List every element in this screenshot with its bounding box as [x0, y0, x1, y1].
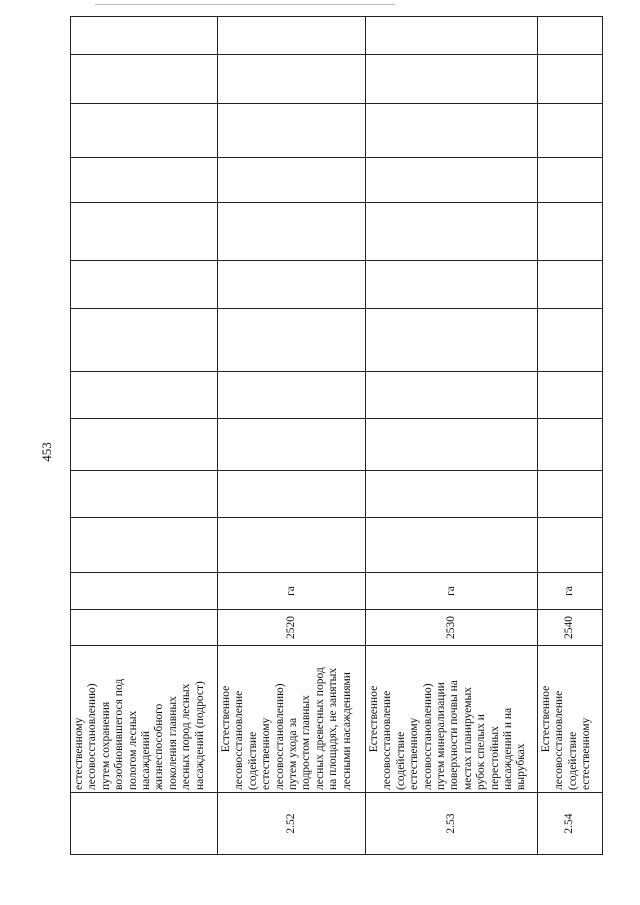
row-code-cell	[71, 793, 218, 855]
table-row	[71, 17, 218, 855]
name-line: лесовосстановление	[381, 690, 394, 790]
name-line: естественному	[580, 717, 593, 790]
name-line: (содействие	[246, 731, 259, 790]
name-line: лесными насаждениями	[340, 672, 353, 790]
empty-value-cell	[538, 419, 603, 471]
name-line: жизнеспособного	[153, 703, 166, 790]
name-line: на площадях, не занятых	[327, 667, 340, 790]
scan-edge-line	[95, 4, 395, 5]
row-code-cell: 2.54	[538, 793, 603, 855]
name-line: поколения главных	[166, 696, 179, 790]
empty-value-cell	[538, 158, 603, 203]
empty-value-cell	[538, 203, 603, 261]
row-unit-cell	[71, 573, 218, 610]
name-line: Естественное	[368, 685, 380, 753]
name-line: путем сохранения	[99, 701, 112, 790]
name-line: естественному	[260, 717, 273, 790]
empty-value-cell	[71, 309, 218, 372]
empty-value-cell	[218, 158, 366, 203]
row-code-cell: 2.52	[218, 793, 366, 855]
empty-value-cell	[366, 471, 538, 518]
empty-value-cell	[366, 372, 538, 419]
name-line: путем ухода за	[287, 717, 300, 790]
name-line: насаждений и на	[502, 707, 515, 790]
name-line: Естественное	[540, 685, 552, 753]
empty-value-cell	[218, 17, 366, 55]
name-line: рубок спелых и	[475, 714, 488, 790]
row-unit-cell: га	[538, 573, 603, 610]
row-line-code-cell: 2540	[538, 610, 603, 646]
name-line: насаждений	[140, 731, 153, 790]
empty-value-cell	[218, 309, 366, 372]
empty-value-cell	[71, 372, 218, 419]
empty-value-cell	[71, 419, 218, 471]
empty-value-cell	[366, 203, 538, 261]
row-unit-cell: га	[366, 573, 538, 610]
empty-value-cell	[218, 419, 366, 471]
empty-value-cell	[366, 261, 538, 309]
table-row	[218, 17, 366, 855]
table-body	[71, 17, 603, 855]
empty-value-cell	[366, 158, 538, 203]
empty-value-cell	[71, 55, 218, 104]
row-line-code-cell: 2530	[366, 610, 538, 646]
row-name-cell	[218, 646, 366, 793]
table-row	[366, 17, 538, 855]
name-line: (содействие	[566, 731, 579, 790]
row-line-code-cell	[71, 610, 218, 646]
name-line: лесных древесных пород	[313, 667, 326, 790]
empty-value-cell	[366, 518, 538, 573]
name-line: насаждений (подрост)	[193, 681, 206, 790]
empty-value-cell	[71, 104, 218, 158]
name-line: путем минерализации	[435, 682, 448, 790]
empty-value-cell	[366, 309, 538, 372]
empty-value-cell	[538, 309, 603, 372]
row-code-cell: 2.53	[366, 793, 538, 855]
page-number-text: 453	[39, 442, 54, 462]
empty-value-cell	[538, 55, 603, 104]
name-line: лесовосстановление	[553, 690, 566, 790]
empty-value-cell	[366, 104, 538, 158]
table-row	[538, 17, 603, 855]
row-name-cell	[538, 646, 603, 793]
name-line: естественному	[73, 717, 85, 790]
empty-value-cell	[218, 261, 366, 309]
name-line: естественному	[408, 717, 421, 790]
empty-value-cell	[366, 419, 538, 471]
name-line: лесовосстановлению)	[86, 683, 99, 790]
empty-value-cell	[538, 17, 603, 55]
name-line: Естественное	[220, 685, 232, 753]
empty-value-cell	[71, 158, 218, 203]
empty-value-cell	[71, 17, 218, 55]
name-line: лесовосстановлению)	[421, 683, 434, 790]
empty-value-cell	[71, 261, 218, 309]
empty-value-cell	[71, 518, 218, 573]
empty-value-cell	[538, 518, 603, 573]
empty-value-cell	[538, 261, 603, 309]
rotated-table-container	[70, 17, 602, 855]
empty-value-cell	[218, 372, 366, 419]
row-unit-cell: га	[218, 573, 366, 610]
empty-value-cell	[366, 17, 538, 55]
name-line: возобновившегося под	[113, 678, 126, 790]
name-line: лесовосстановление	[233, 690, 246, 790]
empty-value-cell	[218, 55, 366, 104]
name-line: местах планируемых	[461, 686, 474, 790]
empty-value-cell	[218, 471, 366, 518]
name-line: подростом главных	[300, 695, 313, 790]
row-name-cell	[366, 646, 538, 793]
name-line: лесных пород лесных	[180, 683, 193, 790]
empty-value-cell	[71, 471, 218, 518]
empty-value-cell	[538, 372, 603, 419]
empty-value-cell	[538, 471, 603, 518]
name-line: лесовосстановлению)	[273, 683, 286, 790]
empty-value-cell	[218, 203, 366, 261]
empty-value-cell	[538, 104, 603, 158]
row-line-code-cell: 2520	[218, 610, 366, 646]
empty-value-cell	[218, 104, 366, 158]
name-line: пологом лесных	[126, 710, 139, 790]
name-line: перестойных	[488, 726, 501, 790]
empty-value-cell	[218, 518, 366, 573]
empty-value-cell	[366, 55, 538, 104]
data-table	[70, 16, 603, 855]
row-name-cell	[71, 646, 218, 793]
name-line: (содействие	[394, 731, 407, 790]
name-line: вырубках	[515, 743, 528, 790]
empty-value-cell	[71, 203, 218, 261]
name-line: поверхности почвы на	[448, 680, 461, 790]
